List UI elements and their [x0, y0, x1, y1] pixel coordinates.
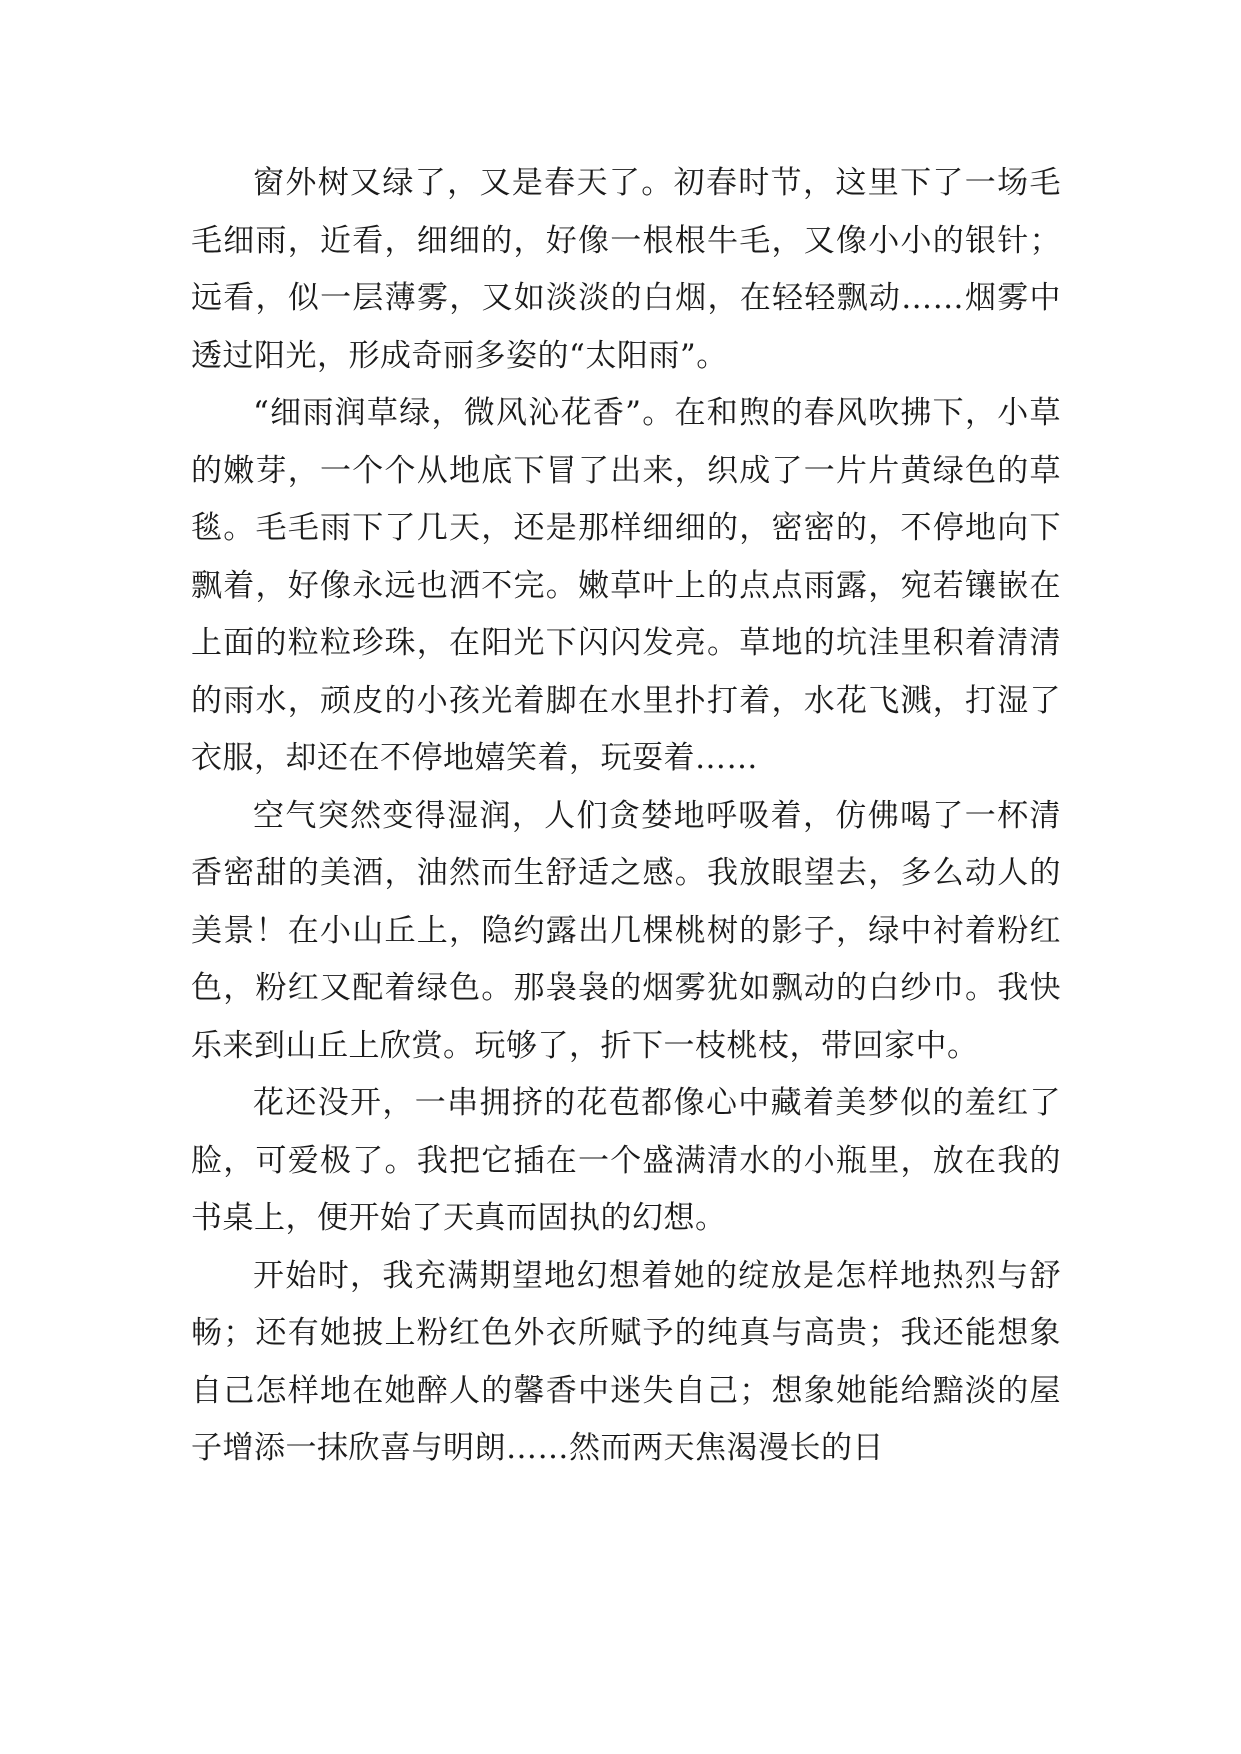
- paragraph-2: “细雨润草绿，微风沁花香”。在和煦的春风吹拂下，小草的嫩芽，一个个从地底下冒了出来，织成了一片片黄绿色的草毯。毛毛雨下了几天，还是那样细细的，密密的，不停地向下飘着，好像永远也洒不完。嫩草叶上的点点雨露，宛若镶嵌在上面的粒粒珍珠，在阳光下闪闪发亮。草地的坑洼里积着清清的雨水，顽皮的小孩光着脚在水里扑打着，水花飞溅，打湿了衣服，却还在不停地嬉笑着，玩耍着……: [191, 395, 1061, 776]
- paragraph-5: 开始时，我充满期望地幻想着她的绽放是怎样地热烈与舒畅；还有她披上粉红色外衣所赋予的纯真与高贵；我还能想象自己怎样地在她醉人的馨香中迷失自己；想象她能给黯淡的屋子增添一抹欣喜与明朗……然而两天焦渴漫长的日: [191, 1257, 1061, 1466]
- paragraph-4: 花还没开，一串拥挤的花苞都像心中藏着美梦似的羞红了脸，可爱极了。我把它插在一个盛满清水的小瓶里，放在我的书桌上，便开始了天真而固执的幻想。: [191, 1085, 1061, 1236]
- paragraph-3: 空气突然变得湿润，人们贪婪地呼吸着，仿佛喝了一杯清香密甜的美酒，油然而生舒适之感。我放眼望去，多么动人的美景！在小山丘上，隐约露出几棵桃树的影子，绿中衬着粉红色，粉红又配着绿色。那袅袅的烟雾犹如飘动的白纱巾。我快乐来到山丘上欣赏。玩够了，折下一枝桃枝，带回家中。: [191, 797, 1061, 1064]
- article-body: [191, 155, 1061, 1478]
- paragraph-1: 窗外树又绿了，又是春天了。初春时节，这里下了一场毛毛细雨，近看，细细的，好像一根根牛毛，又像小小的银针；远看，似一层薄雾，又如淡淡的白烟，在轻轻飘动……烟雾中透过阳光，形成奇丽多姿的“太阳雨”。: [191, 165, 1061, 374]
